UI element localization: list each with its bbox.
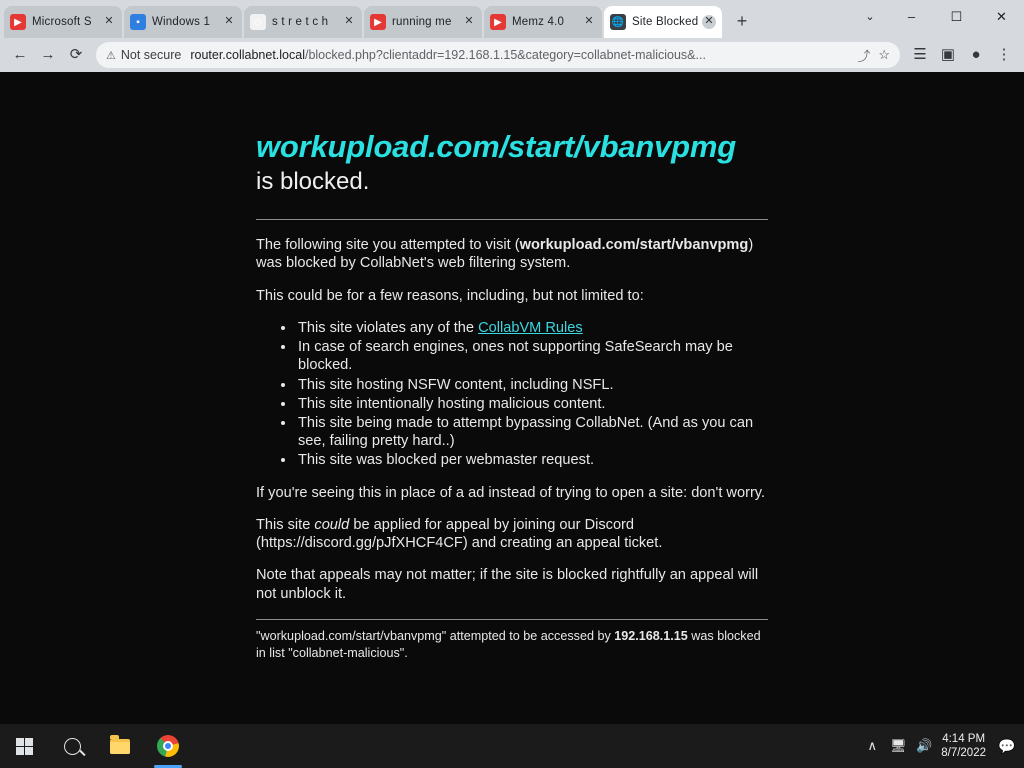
notifications-icon[interactable]: 💬 (998, 737, 1016, 754)
chevron-down-icon[interactable]: ⌄ (865, 11, 875, 23)
search-icon (64, 738, 81, 755)
footer-client-ip: 192.168.1.15 (614, 628, 688, 643)
appeal-warning-paragraph: Note that appeals may not matter; if the site is blocked rightfully an appeal will not unblock it. (256, 567, 759, 602)
youtube-favicon-icon: ▶ (370, 14, 386, 30)
browser-tab[interactable] (484, 6, 602, 38)
browser-tab[interactable] (364, 6, 482, 38)
browser-toolbar (0, 38, 1024, 72)
appeal-suffix: be applied for appeal by joining our Discord (https://discord.gg/pJfXHCF4CF) and creating an appeal ticket. (256, 516, 663, 552)
intro-prefix: The following site you attempted to visit ( (256, 237, 520, 254)
reload-icon[interactable]: ⟳ (69, 46, 83, 63)
chrome-button[interactable] (144, 724, 192, 768)
taskbar-buttons (0, 724, 192, 768)
intro-blocked-url: workupload.com/start/vbanvpmg (519, 237, 749, 254)
chevron-up-icon[interactable]: ∧ (867, 738, 877, 753)
browser-tab[interactable] (124, 6, 242, 38)
blocked-page-content (256, 130, 768, 662)
clock-time: 4:14 PM (942, 732, 986, 745)
windows-logo-icon (16, 738, 33, 755)
list-item (296, 319, 768, 337)
globe-favicon-icon: 🌐 (610, 14, 626, 30)
list-item (296, 451, 768, 469)
profile-avatar-icon[interactable]: ● (971, 46, 981, 63)
clock-date: 8/7/2022 (941, 747, 986, 759)
list-item (296, 376, 768, 394)
close-window-button[interactable]: ✕ (996, 9, 1007, 24)
footer-suffix: was blocked in list "collabnet-malicious". (256, 628, 761, 660)
url-text (190, 48, 849, 62)
browser-chrome (0, 0, 1024, 72)
close-icon[interactable]: ✕ (584, 15, 594, 27)
intro-paragraph (256, 236, 768, 272)
tab-title: running me (392, 16, 452, 28)
blocked-url-heading: workupload.com/start/vbanvpmg (256, 129, 736, 164)
minimize-button[interactable]: – (907, 9, 916, 24)
tab-title: Memz 4.0 (512, 16, 565, 28)
share-icon[interactable]: ⤴ (857, 48, 871, 64)
new-tab-button[interactable]: + (736, 11, 748, 31)
back-icon[interactable]: ← (12, 46, 28, 63)
bookmark-star-icon[interactable]: ☆ (878, 47, 890, 62)
tab-title: Site Blocked (632, 16, 699, 28)
list-item (296, 414, 768, 450)
stretch-favicon-icon: ◇ (250, 14, 266, 30)
browser-tab[interactable] (4, 6, 122, 38)
close-icon[interactable]: ✕ (344, 15, 354, 27)
intro-suffix: ) was blocked by CollabNet's web filtering system. (256, 237, 754, 272)
start-button[interactable] (0, 724, 48, 768)
volume-icon[interactable]: 🔊 (916, 738, 933, 753)
footer-prefix: "workupload.com/start/vbanvpmg" attempted to be accessed by (256, 628, 615, 643)
forward-icon[interactable]: → (40, 46, 56, 63)
list-item (296, 395, 768, 413)
close-icon[interactable]: ✕ (224, 15, 234, 27)
maximize-button[interactable]: ☐ (950, 9, 963, 24)
reason-text: In case of search engines, ones not supporting SafeSearch may be blocked. (298, 339, 733, 374)
reason-text: This site was blocked per webmaster request. (298, 452, 595, 469)
tab-strip (0, 0, 1024, 38)
reason-text: This site violates any of the (298, 319, 479, 336)
file-explorer-button[interactable] (96, 724, 144, 768)
browser-tab-active[interactable] (604, 6, 722, 38)
browser-menu-icon[interactable]: ⋮ (996, 46, 1012, 63)
reason-text: This site hosting NSFW content, including NSFL. (298, 376, 614, 393)
omnibox-actions (849, 46, 890, 65)
chrome-icon (157, 735, 179, 757)
collabvm-rules-link[interactable]: CollabVM Rules (478, 319, 583, 336)
list-item (296, 338, 768, 374)
close-icon[interactable]: ✕ (104, 15, 114, 27)
system-tray (859, 724, 1024, 768)
appeal-paragraph (256, 516, 768, 552)
appeal-prefix: This site (256, 516, 315, 533)
footer-log-text (256, 628, 768, 662)
reading-list-icon[interactable]: ☰ (913, 46, 927, 63)
ad-note-paragraph: If you're seeing this in place of a ad instead of trying to open a site: don't worry. (256, 484, 766, 501)
close-icon[interactable]: ✕ (464, 15, 474, 27)
reason-text: This site being made to attempt bypassing CollabNet. (And as you can see, failing pretty hard..) (298, 414, 754, 450)
search-button[interactable] (48, 724, 96, 768)
address-bar[interactable] (96, 42, 900, 68)
folder-icon (110, 739, 130, 754)
tab-title: Microsoft S (32, 16, 92, 28)
blocked-subheading: is blocked. (256, 168, 370, 196)
reasons-list (256, 319, 768, 470)
tab-title: Windows 1 (152, 16, 211, 28)
close-icon[interactable]: ✕ (702, 15, 716, 29)
youtube-favicon-icon: ▶ (490, 14, 506, 30)
url-host: router.collabnet.local (190, 48, 305, 62)
appeal-emphasis: could (314, 516, 350, 533)
reasons-lead: This could be for a few reasons, including, but not limited to: (256, 287, 644, 304)
side-panel-icon[interactable]: ▣ (940, 46, 956, 63)
divider (256, 219, 768, 220)
window-controls (851, 0, 1024, 34)
browser-tab[interactable] (244, 6, 362, 38)
not-secure-icon: ⚠ (106, 49, 116, 62)
network-icon[interactable]: 🖥 (889, 738, 907, 753)
windows-favicon-icon: ▪ (130, 14, 146, 30)
divider-bottom (256, 619, 768, 620)
security-status: Not secure (120, 48, 182, 62)
reason-text: This site intentionally hosting malicious content. (298, 395, 606, 412)
page-viewport (0, 72, 1024, 724)
microsoft-favicon-icon: ▶ (10, 14, 26, 30)
url-path: /blocked.php?clientaddr=192.168.1.15&category=collabnet-malicious&... (304, 48, 706, 62)
tab-title: s t r e t c h (272, 16, 329, 28)
clock[interactable] (937, 732, 994, 761)
windows-taskbar (0, 724, 1024, 768)
